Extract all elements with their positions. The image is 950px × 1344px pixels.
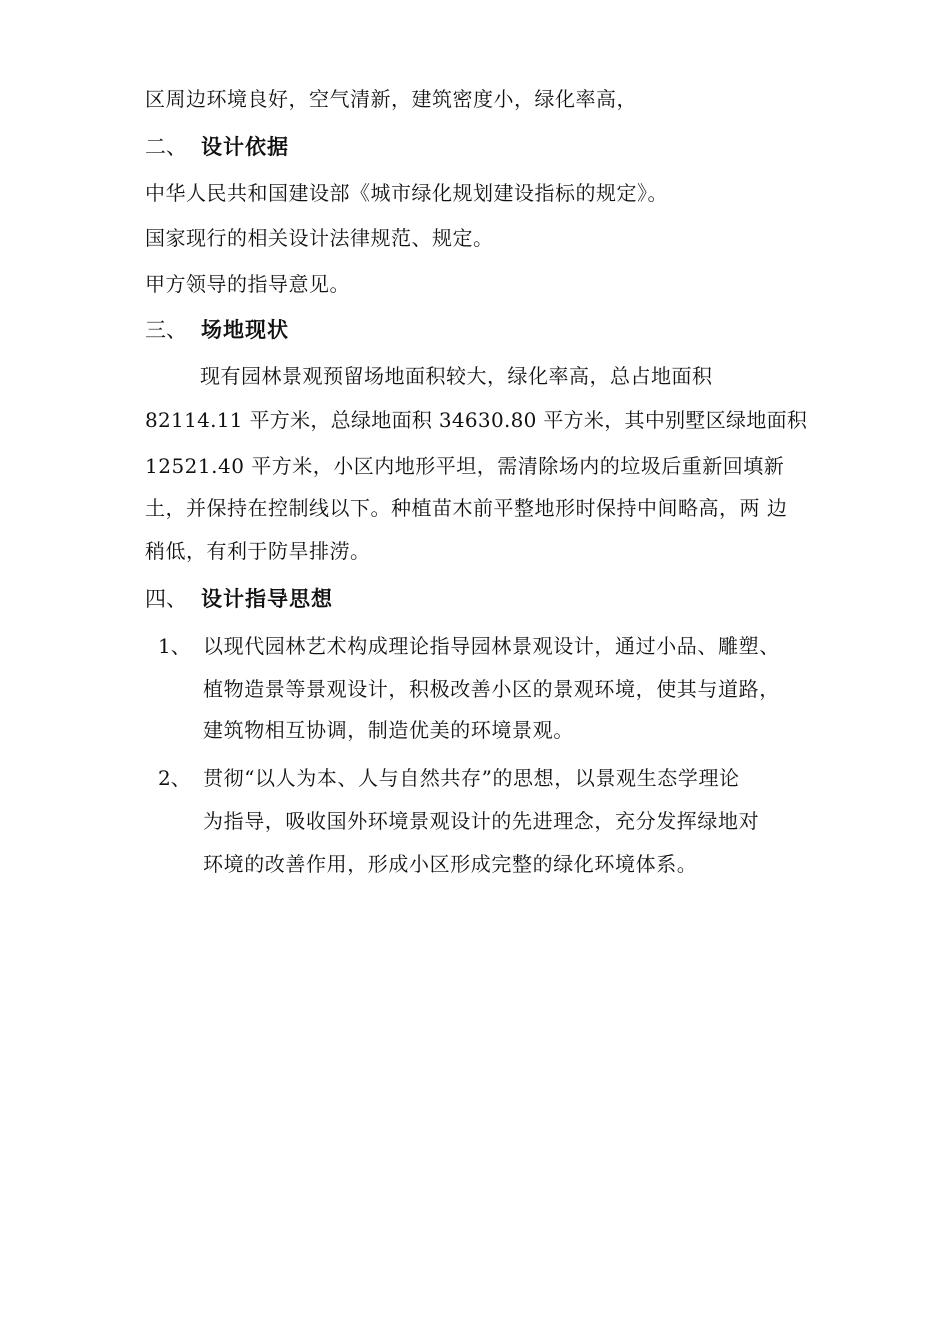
list-item-line: 植物造景等景观设计，积极改善小区的景观环境，使其与道路， — [203, 677, 780, 701]
section-title: 设计指导思想 — [201, 587, 333, 611]
basis-line: 甲方领导的指导意见。 — [145, 272, 350, 296]
list-item-marker: 1、 — [158, 634, 191, 658]
list-item-line: 以现代园林艺术构成理论指导园林景观设计，通过小品、雕塑、 — [203, 634, 780, 658]
list-item-line: 为指导，吸收国外环境景观设计的先进理念，充分发挥绿地对 — [203, 809, 760, 833]
section-number: 二、 — [145, 135, 187, 159]
section-heading-design-guidance — [145, 585, 333, 613]
section-heading-design-basis — [145, 133, 289, 161]
section-number: 四、 — [145, 587, 187, 611]
intro-text: 区周边环境良好，空气清新，建筑密度小，绿化率高， — [145, 87, 637, 111]
site-paragraph-line: 12521.40 平方米，小区内地形平坦，需清除场内的垃圾后重新回填新 — [145, 454, 785, 478]
basis-line: 中华人民共和国建设部《城市绿化规划建设指标的规定》。 — [145, 181, 668, 205]
section-heading-site-status — [145, 316, 289, 344]
section-title: 场地现状 — [201, 318, 289, 342]
list-item-line: 环境的改善作用，形成小区形成完整的绿化环境体系。 — [203, 852, 698, 876]
site-paragraph-line: 现有园林景观预留场地面积较大，绿化率高，总占地面积 — [200, 364, 713, 388]
basis-line: 国家现行的相关设计法律规范、规定。 — [145, 226, 494, 250]
section-number: 三、 — [145, 318, 187, 342]
site-paragraph-line: 土，并保持在控制线以下。种植苗木前平整地形时保持中间略高，两 边 — [145, 496, 788, 520]
list-item-marker: 2、 — [158, 766, 191, 790]
site-paragraph-line: 82114.11 平方米，总绿地面积 34630.80 平方米，其中别墅区绿地面积 — [145, 408, 808, 432]
list-item-line: 建筑物相互协调，制造优美的环境景观。 — [203, 718, 574, 742]
list-item-line: 贯彻“以人为本、人与自然共存”的思想，以景观生态学理论 — [203, 766, 740, 790]
section-title: 设计依据 — [201, 135, 289, 159]
site-paragraph-line: 稍低，有利于防旱排涝。 — [145, 539, 371, 563]
